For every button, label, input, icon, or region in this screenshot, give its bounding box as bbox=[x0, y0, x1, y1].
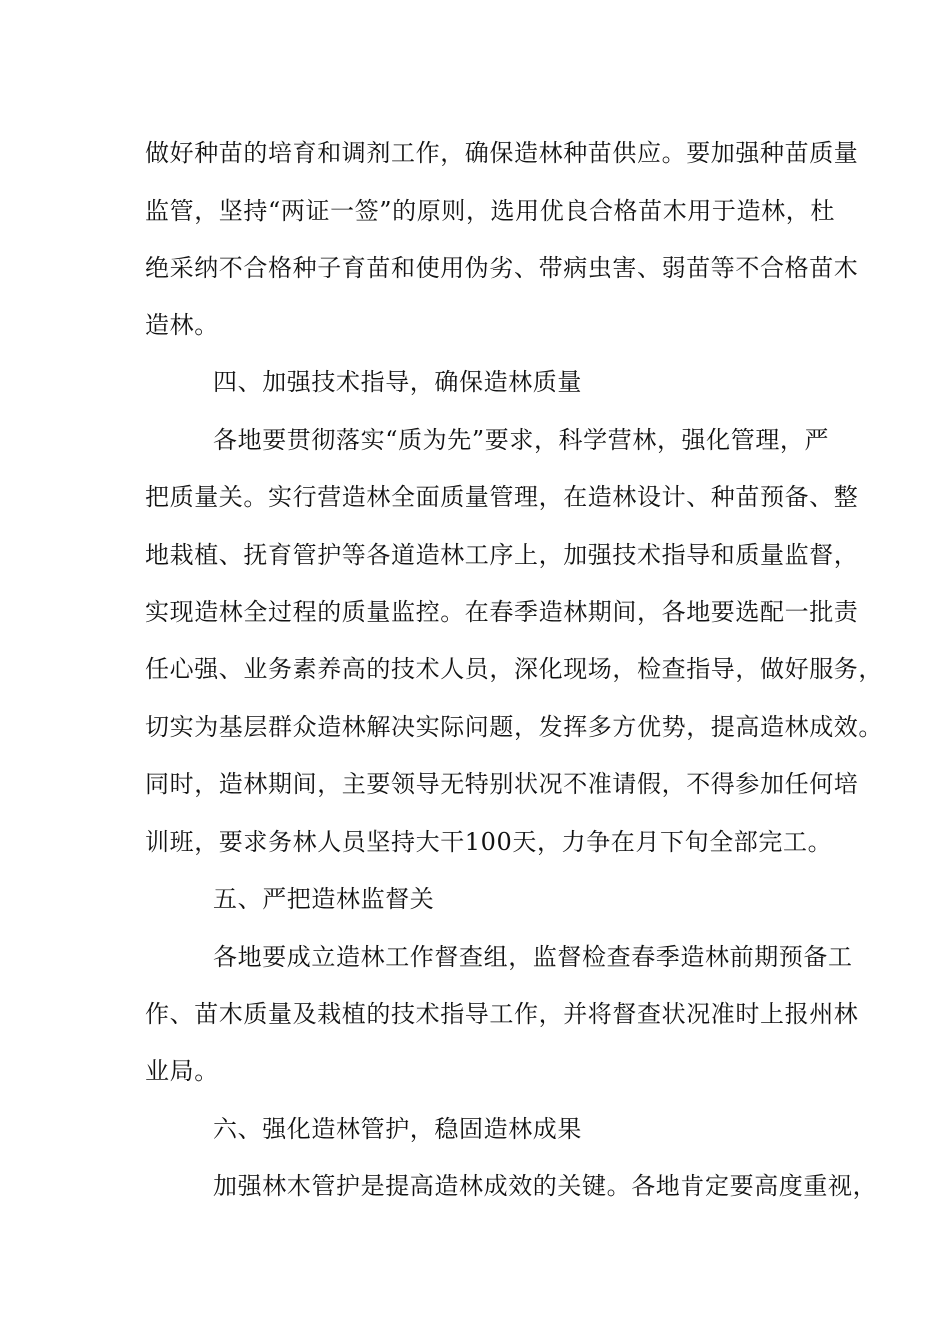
paragraph-line: 监管，坚持“两证一签”的原则，选用优良合格苗木用于造林，杜 bbox=[145, 197, 835, 225]
paragraph-line: 作、苗木质量及栽植的技术指导工作，并将督查状况准时上报州林 bbox=[145, 1000, 859, 1028]
paragraph-line: 各地要贯彻落实“质为先”要求，科学营林，强化管理，严 bbox=[213, 426, 830, 454]
section-heading-4: 四、加强技术指导，确保造林质量 bbox=[213, 368, 582, 396]
paragraph-line: 地栽植、抚育管护等各道造林工序上，加强技术指导和质量监督， bbox=[145, 541, 859, 569]
paragraph-line: 切实为基层群众造林解决实际问题，发挥多方优势，提高造林成效。 bbox=[145, 713, 883, 741]
paragraph-line: 任心强、业务素养高的技术人员，深化现场，检查指导，做好服务， bbox=[145, 655, 883, 683]
section-heading-6: 六、强化造林管护，稳固造林成果 bbox=[213, 1115, 582, 1143]
section-heading-5: 五、严把造林监督关 bbox=[213, 885, 435, 913]
paragraph-line: 造林。 bbox=[145, 311, 219, 339]
paragraph-line: 同时，造林期间，主要领导无特别状况不准请假，不得参加任何培 bbox=[145, 770, 859, 798]
paragraph-line: 绝采纳不合格种子育苗和使用伪劣、带病虫害、弱苗等不合格苗木 bbox=[145, 254, 859, 282]
paragraph-line: 加强林木管护是提高造林成效的关键。各地肯定要高度重视， bbox=[213, 1172, 878, 1200]
paragraph-line: 各地要成立造林工作督查组，监督检查春季造林前期预备工 bbox=[213, 943, 853, 971]
paragraph-line: 业局。 bbox=[145, 1057, 219, 1085]
paragraph-line: 做好种苗的培育和调剂工作，确保造林种苗供应。要加强种苗质量 bbox=[145, 139, 859, 167]
paragraph-line: 把质量关。实行营造林全面质量管理，在造林设计、种苗预备、整 bbox=[145, 483, 859, 511]
paragraph-line: 训班，要求务林人员坚持大干100天，力争在月下旬全部完工。 bbox=[145, 828, 833, 856]
paragraph-line: 实现造林全过程的质量监控。在春季造林期间，各地要选配一批责 bbox=[145, 598, 859, 626]
